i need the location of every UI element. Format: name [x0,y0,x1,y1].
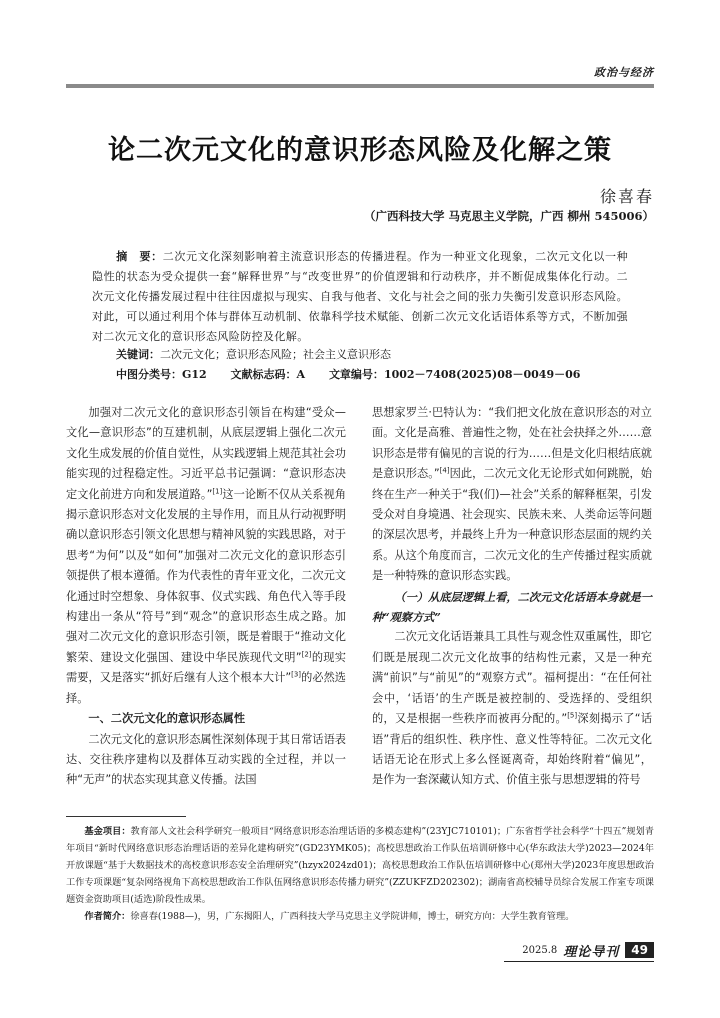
citation-ref: [2] [301,650,312,659]
page-number: 49 [625,942,654,958]
abstract [92,247,628,347]
article-id-label: 文章编号： [328,368,384,381]
footnote-rule [66,816,186,817]
text-run: 深刻揭示了“话语”背后的组织性、秩序性、意义性等特征。二次元文化话语无论在形式上多么怪诞离奇，却始终附着“偏见”，是作为一套深藏认知方式、价值主张与思想逻辑的符号 [372,712,653,787]
keywords-label: 关键词： [116,348,160,361]
fund-text: 教育部人文社会科学研究一般项目“网络意识形态治理话语的多模态建构”(23YJC710101)；广东省哲学社会科学“十四五”规划青年项目“新时代网络意识形态治理话语的差异化建构研究”(GD23YMK05)；高校思想政治工作队伍培训研修中心(华东政法大学)2023—2024年开放课题“基于大数据技术的高校意识形态安全治理研究”(hzyx2024zd01)；高校思想政治工作队伍培训研修中心(郑州大学)2023年度思想政治工作专项课题“复杂网络视角下高校思想政治工作队伍网络意识形态传播力研究”(ZZUKFZD202302)；湖南省高校辅导员综合发展工作室专项课题资金资助项目(适选)阶段性成果。 [66,826,654,905]
clc-value: G12 [182,368,207,381]
text-run: 二次元文化话语兼具工具性与观念性双重属性，即它们既是展现二次元文化故事的结构性元素，又是一种充满“前识”与“前见”的“观察方式”。福柯提出：“在任何社会中，‘话语’的生产既是被控制的、受选择的、受组织的，又是根据一些秩序而被再分配的。” [372,630,652,726]
author-bio-text: 徐喜春(1988—)，男，广东揭阳人，广西科技大学马克思主义学院讲师，博士，研究方向：大学生教育管理。 [130,911,575,922]
citation-ref: [5] [567,711,578,720]
footer-rule [504,961,654,962]
article-title: 论二次元文化的意识形态风险及化解之策 [108,135,612,166]
abstract-text: 二次元文化深刻影响着主流意识形态的传播进程。作为一种亚文化现象，二次元文化以一种隐性的状态为受众提供一套“解释世界”与“改变世界”的价值逻辑和行动秩序，并不断促成集体化行动。二次元文化传播发展过程中往往因虚拟与现实、自我与他者、文化与社会之间的张力失衡引发意识形态风险。对此，可以通过利用个体与群体互动机制、依靠科学技术赋能、创新二次元文化话语体系等方式，不断加强对二次元文化的意识形态风险防控及化解。 [92,250,629,343]
citation-ref: [3] [291,670,302,679]
doc-code-value: A [296,368,306,381]
article-meta [116,365,600,385]
header-rule [66,84,654,88]
body-paragraph [372,627,652,790]
body-paragraph [66,730,346,791]
article-id-value: 1002－7408(2025)08－0049－06 [383,368,581,381]
section-heading [66,709,346,729]
keywords-text: 二次元文化；意识形态风险；社会主义意识形态 [160,348,391,361]
journal-name: 理论导刊 [563,944,620,960]
body-column-right [372,403,652,791]
body-paragraph [372,403,652,587]
issue-date: 2025.8 [522,944,558,956]
citation-ref: [4] [439,466,450,475]
footnotes [66,823,654,925]
text-run: 加强对二次元文化的意识形态引领旨在构建“受众—文化—意识形态”的互建机制，从底层逻辑上强化二次元文化生成发展的价值自觉性，从实践逻辑上规范其社会功能实现的过程稳定性。习近平总书记强调：“意识形态决定文化前进方向和发展道路。” [66,406,346,501]
text-run: 的现实需要，又是落实“抓好后继有人这个根本大计” [66,650,346,685]
text-run: 一、二次元文化的意识形态属性 [88,712,246,726]
subsection-heading [372,587,652,628]
page-footer [522,940,654,960]
text-run: 的必然选择。 [66,671,346,705]
section-label: 政治与经济 [594,66,654,79]
author-bio [66,908,654,925]
body-paragraph [66,403,346,709]
fund-label: 基金项目： [84,826,131,837]
author-bio-label: 作者简介： [84,911,131,922]
text-run: 二次元文化的意识形态属性深刻体现于其日常话语表达、交往秩序建构以及群体互动实践的全过程，并以一种“无声”的状态实现其意义传播。法国 [66,732,346,787]
doc-code-label: 文献标志码： [230,368,297,381]
text-run: 这一论断不仅从关系视角揭示意识形态对文化发展的主导作用，而且从行动视野明确以意识形态引领文化思想与精神风貌的实践思路，对于思考“为何”以及“如何”加强对二次元文化的意识形态引领提供了根本遵循。作为代表性的青年亚文化，二次元文化通过时空想象、身体叙事、仪式实践、角色代入等手段构建出一条从“符号”到“观念”的意识形态生成之路。加强对二次元文化的意识形态引领，既是着眼于“推动文化繁荣、建设文化强国、建设中华民族现代文明” [66,487,346,664]
text-run: 因此，二次元文化无论形式如何跳脱，始终在生产一种关于“我(们)—社会”关系的解释框架，引发受众对自身境遇、社会现实、民族未来、人类命运等问题的深层次思考，并最终上升为一种意识形态层面的规约关系。从这个角度而言，二次元文化的生产传播过程实质就是一种特殊的意识形态实践。 [372,467,652,583]
author-name: 徐喜春 [599,187,654,206]
citation-ref: [1] [212,486,223,495]
fund-note [66,823,654,908]
clc-label: 中图分类号： [116,368,182,381]
text-run: 思想家罗兰·巴特认为：“我们把文化放在意识形态的对立面。文化是高雅、普遍性之物，处在社会抉择之外……意识形态是带有偏见的言说的行为……但是文化归根结底就是意识形态。” [372,406,652,481]
author-affiliation: （广西科技大学 马克思主义学院，广西 柳州 545006） [363,209,654,223]
abstract-label: 摘 要： [116,250,163,263]
text-run: （一）从底层逻辑上看，二次元文化话语本身就是一种“观察方式” [372,589,652,625]
body-column-left [66,403,346,791]
keywords [116,345,391,365]
